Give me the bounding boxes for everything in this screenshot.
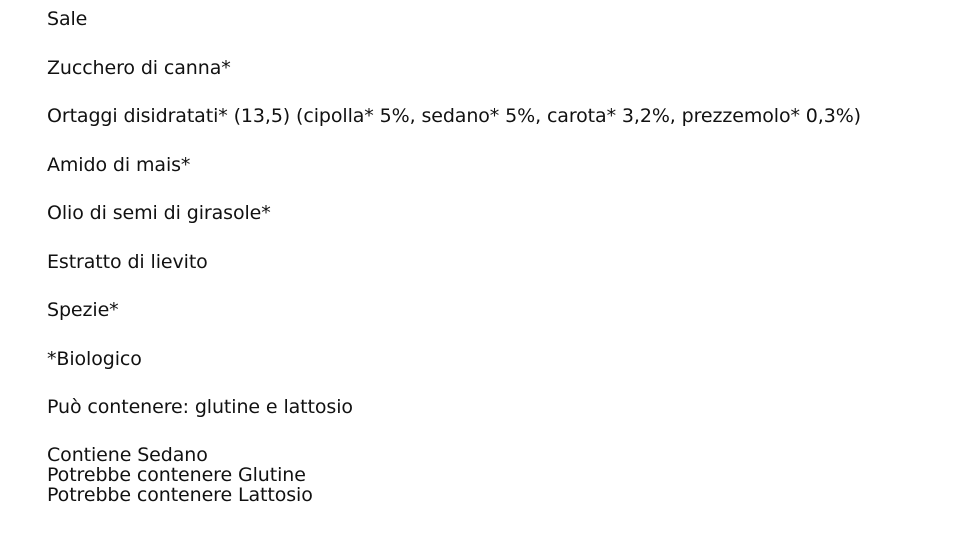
ingredients-document bbox=[47, 8, 947, 505]
ingredient-item: Zucchero di canna* bbox=[47, 56, 231, 79]
ingredient-item: Spezie* bbox=[47, 299, 119, 321]
organic-footnote: *Biologico bbox=[47, 347, 142, 370]
may-contain-note: Può contenere: glutine e lattosio bbox=[47, 396, 353, 418]
ingredient-item: Amido di mais* bbox=[47, 153, 191, 176]
ingredient-item: Sale bbox=[47, 8, 88, 30]
ingredient-item: Estratto di lievito bbox=[47, 250, 208, 273]
ingredient-item: Olio di semi di girasole* bbox=[47, 202, 271, 224]
allergen-block bbox=[47, 445, 947, 505]
ingredient-item: Ortaggi disidratati* (13,5) (cipolla* 5%, sedano* 5%, carota* 3,2%, prezzemolo* 0,3%) bbox=[47, 105, 861, 127]
allergen-line: Potrebbe contenere Glutine bbox=[47, 463, 306, 486]
allergen-line: Contiene Sedano bbox=[47, 443, 208, 466]
allergen-line: Potrebbe contenere Lattosio bbox=[47, 483, 313, 506]
